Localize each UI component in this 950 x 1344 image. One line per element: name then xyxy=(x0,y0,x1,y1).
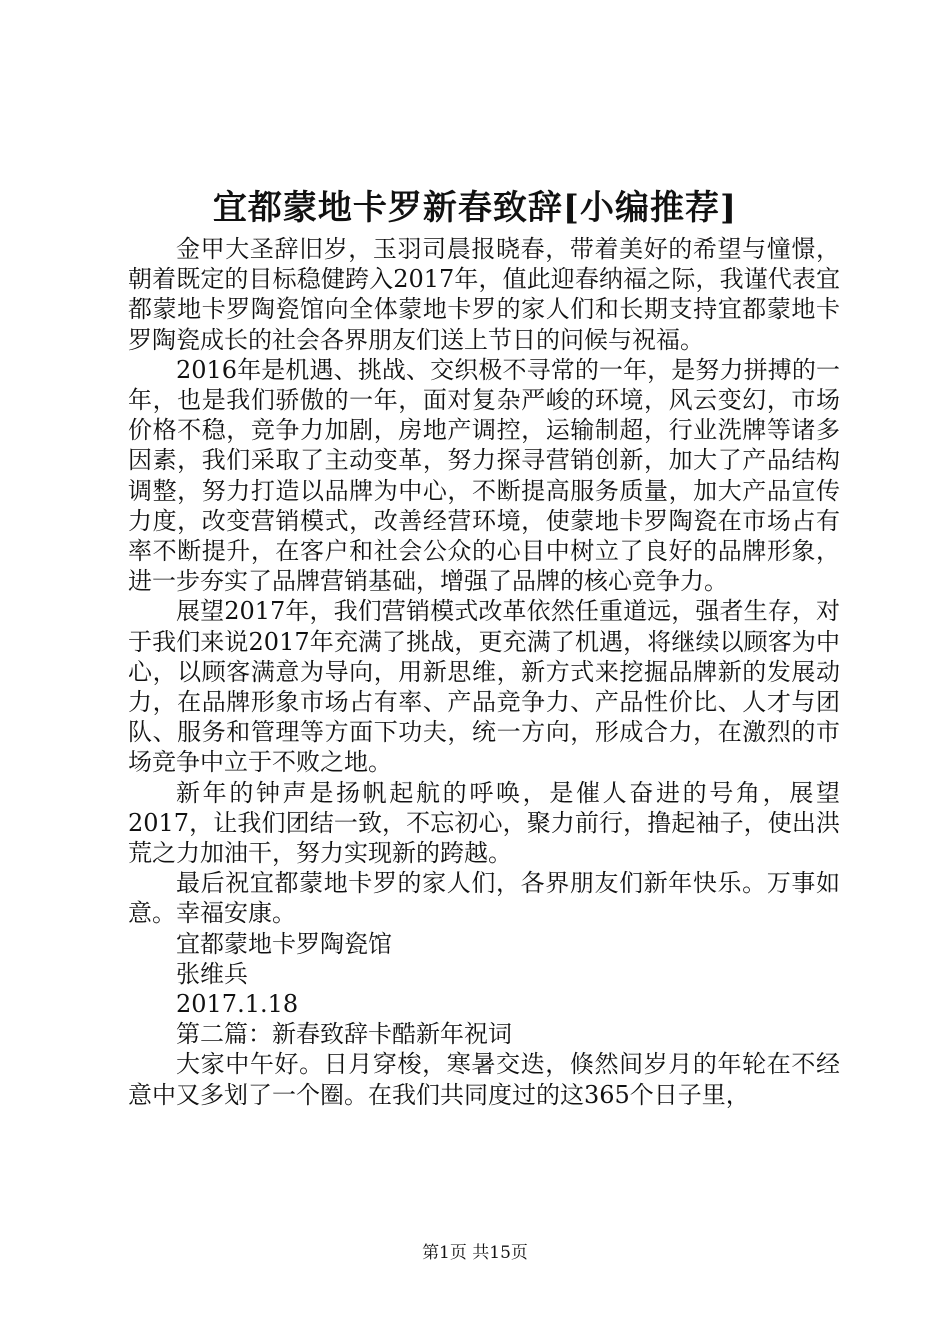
paragraph-2017-outlook: 展望2017年，我们营销模式改革依然任重道远，强者生存，对于我们来说2017年充满了挑战，更充满了机遇，将继续以顾客为中心，以顾客满意为导向，用新思维，新方式来挖掘品牌新的发展动力，在品牌形象市场占有率、产品竞争力、产品性价比、人才与团队、服务和管理等方面下功夫，统一方向，形成合力，在激烈的市场竞争中立于不败之地。 xyxy=(128,597,840,777)
document-title: 宜都蒙地卡罗新春致辞[小编推荐] xyxy=(212,188,738,228)
paragraph-2016-review: 2016年是机遇、挑战、交织极不寻常的一年，是努力拼搏的一年，也是我们骄傲的一年，面对复杂严峻的环境，风云变幻，市场价格不稳，竞争力加剧，房地产调控，运输制超，行业洗牌等诸多因素，我们采取了主动变革，努力探寻营销创新，加大了产品结构调整，努力打造以品牌为中心，不断提高服务质量，加大产品宣传力度，改变营销模式，改善经营环境，使蒙地卡罗陶瓷在市场占有率不断提升，在客户和社会公众的心目中树立了良好的品牌形象，进一步夯实了品牌营销基础，增强了品牌的核心竞争力。 xyxy=(128,355,840,596)
paragraph-new-year-call: 新年的钟声是扬帆起航的呼唤，是催人奋进的号角，展望2017，让我们团结一致，不忘初心，聚力前行，撸起袖子，使出洪荒之力加油干，努力实现新的跨越。 xyxy=(128,778,840,868)
document-body xyxy=(128,234,840,1110)
signature-organization: 宜都蒙地卡罗陶瓷馆 xyxy=(176,929,392,958)
paragraph-second-section: 大家中午好。日月穿梭，寒暑交迭，倏然间岁月的年轮在不经意中又多划了一个圈。在我们共同度过的这365个日子里， xyxy=(128,1050,840,1109)
signature-date: 2017.1.18 xyxy=(176,990,299,1019)
signature-name: 张维兵 xyxy=(176,959,248,988)
page-number-footer: 第1页 共15页 xyxy=(422,1243,528,1263)
paragraph-closing-wishes: 最后祝宜都蒙地卡罗的家人们，各界朋友们新年快乐。万事如意。幸福安康。 xyxy=(128,869,840,928)
section-heading: 第二篇：新春致辞卡酷新年祝词 xyxy=(176,1020,512,1049)
paragraph-greeting: 金甲大圣辞旧岁，玉羽司晨报晓春，带着美好的希望与憧憬，朝着既定的目标稳健跨入2017年，值此迎春纳福之际，我谨代表宜都蒙地卡罗陶瓷馆向全体蒙地卡罗的家人们和长期支持宜都蒙地卡罗陶瓷成长的社会各界朋友们送上节日的问候与祝福。 xyxy=(128,235,840,354)
